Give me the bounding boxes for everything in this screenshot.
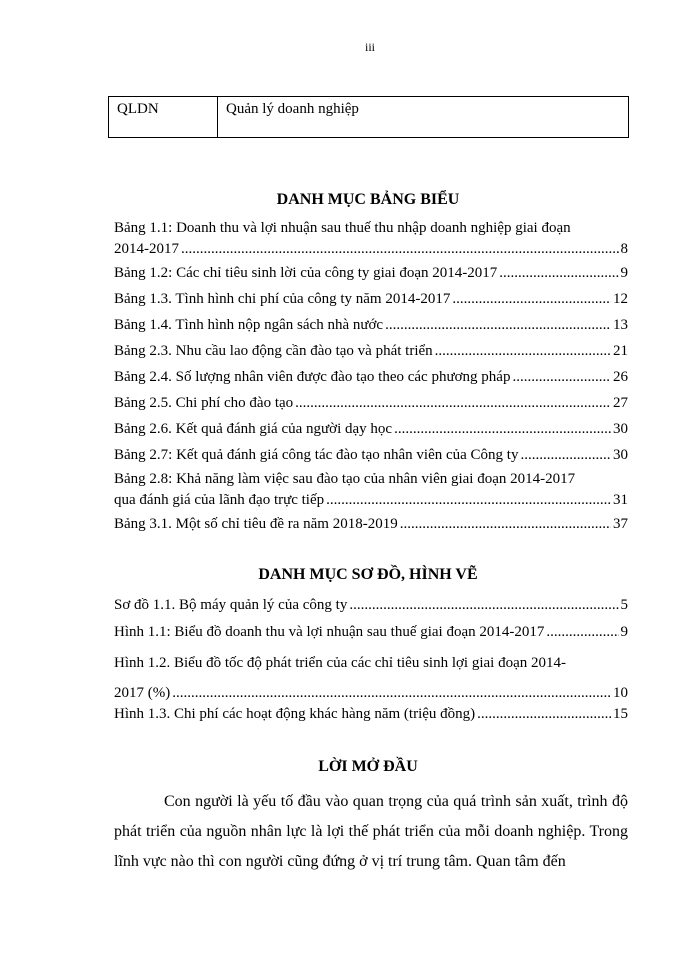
toc-entry-title: 2014-2017 [114,241,179,257]
toc-entry[interactable] [114,393,628,414]
dot-leader [326,490,611,511]
toc-entry-title: Bảng 2.4. Số lượng nhân viên được đào tạo theo các phương pháp [114,369,511,385]
dot-leader [181,239,619,260]
toc-entry-page: 12 [613,291,628,307]
dot-leader [349,595,618,616]
toc-entry-title: Bảng 1.2: Các chỉ tiêu sinh lời của công ty giai đoạn 2014-2017 [114,265,498,281]
toc-entry[interactable] [114,419,628,440]
toc-entry-title: Bảng 1.3. Tình hình chi phí của công ty năm 2014-2017 [114,291,451,307]
toc-entry-page: 9 [620,265,628,281]
toc-entry[interactable] [114,263,628,284]
toc-entry-title: Bảng 1.4. Tình hình nộp ngân sách nhà nước [114,317,384,333]
abbreviation-table [108,96,629,138]
dot-leader [512,367,611,388]
toc-entry[interactable] [114,341,628,362]
toc-entry-page: 9 [620,624,628,640]
toc-entry-page: 15 [613,706,628,722]
toc-entry-title-line1: Bảng 1.1: Doanh thu và lợi nhuận sau thuế thu nhập doanh nghiệp giai đoạn [114,220,571,236]
toc-entry[interactable] [114,622,628,643]
toc-entry[interactable] [114,315,628,336]
toc-entry-page: 5 [620,597,628,613]
toc-entry-page: 26 [613,369,628,385]
toc-entry-title: Sơ đồ 1.1. Bộ máy quản lý của công ty [114,597,348,613]
toc-entry[interactable] [114,367,628,388]
toc-entry-title-line1: Bảng 2.8: Khả năng làm việc sau đào tạo của nhân viên giai đoạn 2014-2017 [114,471,576,487]
toc-entry-title: Bảng 2.6. Kết quả đánh giá của người dạy học [114,421,393,437]
dot-leader [546,622,618,643]
tables-list-heading: DANH MỤC BẢNG BIỂU [276,191,460,208]
toc-entry-title: Hình 1.1: Biểu đồ doanh thu và lợi nhuận sau thuế giai đoạn 2014-2017 [114,624,545,640]
toc-entry-title: Bảng 2.3. Nhu cầu lao động cần đào tạo và phát triển [114,343,433,359]
intro-paragraph: Con người là yếu tố đầu vào quan trọng của quá trình sản xuất, trình độ phát triển của nguồn nhân lực là lợi thế phát triển của mỗi doanh nghiệp. Trong lĩnh vực nào thì con người cũng đứng ở vị trí trung tâm. Quan tâm đến [114,793,628,870]
toc-entry-title: Bảng 2.7: Kết quả đánh giá công tác đào tạo nhân viên của Công ty [114,447,519,463]
dot-leader [477,704,611,725]
abbreviation-cell: QLDN [109,97,218,138]
dot-leader [295,393,611,414]
toc-entry-page: 37 [613,516,628,532]
toc-entry-page: 13 [613,317,628,333]
intro-body [114,787,628,877]
dot-leader [435,341,611,362]
table-row [109,97,629,138]
toc-entry-title: 2017 (%) [114,685,171,701]
toc-entry-title: Hình 1.3. Chi phí các hoạt động khác hàng năm (triệu đồng) [114,706,476,722]
page-number: iii [364,40,375,54]
toc-entry-title: Bảng 3.1. Một số chỉ tiêu đề ra năm 2018-2019 [114,516,398,532]
toc-entry-page: 30 [613,421,628,437]
toc-entry-page: 30 [613,447,628,463]
toc-entry-title: Bảng 2.5. Chi phí cho đào tạo [114,395,294,411]
dot-leader [499,263,618,284]
dot-leader [400,514,611,535]
toc-entry[interactable] [114,704,628,725]
toc-entry-page: 27 [613,395,628,411]
toc-entry-page: 31 [613,492,628,508]
toc-entry-page: 8 [620,241,628,257]
dot-leader [394,419,611,440]
toc-entry-page: 10 [613,685,628,701]
toc-entry[interactable] [114,289,628,310]
figures-list-heading: DANH MỤC SƠ ĐỒ, HÌNH VẼ [258,566,478,583]
dot-leader [385,315,611,336]
toc-entry-page: 21 [613,343,628,359]
toc-entry-title-line1: Hình 1.2. Biểu đồ tốc độ phát triển của các chỉ tiêu sinh lợi giai đoạn 2014- [114,655,566,671]
toc-entry[interactable] [114,595,628,616]
toc-entry[interactable] [114,648,628,708]
toc-entry[interactable] [114,445,628,466]
meaning-cell: Quản lý doanh nghiệp [218,97,629,138]
toc-entry[interactable] [114,514,628,535]
toc-entry-title: qua đánh giá của lãnh đạo trực tiếp [114,492,325,508]
toc-entry[interactable] [114,218,628,260]
toc-entry[interactable] [114,469,628,511]
dot-leader [452,289,611,310]
intro-heading: LỜI MỞ ĐẦU [318,758,418,775]
dot-leader [520,445,611,466]
